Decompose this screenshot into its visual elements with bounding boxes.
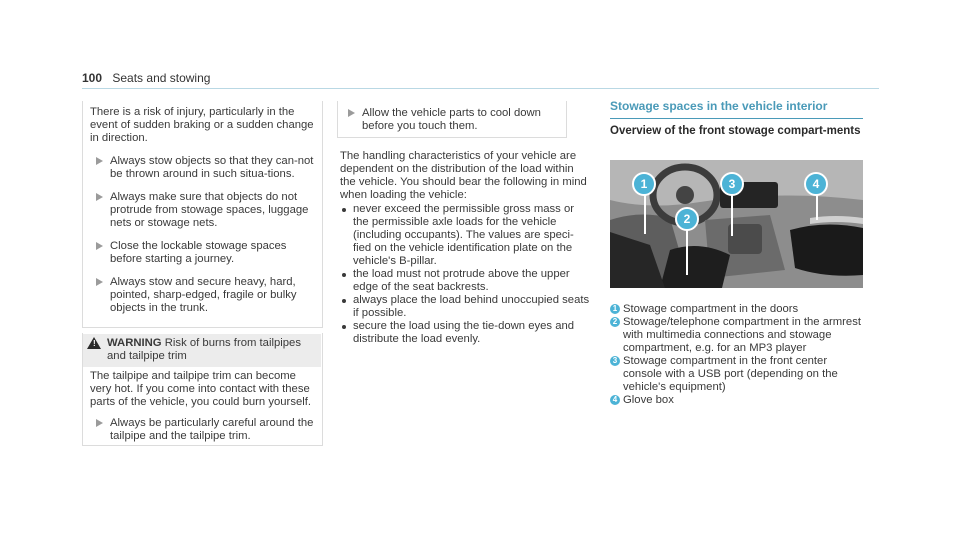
step-arrow-icon [96,278,103,286]
callout-badge: 2 [675,207,699,231]
legend-item: 2 Stowage/telephone compartment in the armrest with multimedia connections and stowage compartment, e.g. for an MP3 player [610,316,865,355]
header-section-title: Seats and stowing [112,71,211,85]
list-item: always place the load behind unoccupied seats if possible. [340,294,590,320]
step-item: Always stow and secure heavy, hard, pointed, sharp-edged, fragile or bulky objects in the trunk. [90,276,318,315]
list-item: the load must not protrude above the upper edge of the seat backrests. [340,268,590,294]
callout-leader-line [816,194,818,220]
subsection-title: Overview of the front stowage compart-ments [610,125,861,137]
section-rule [610,118,863,119]
step-item: Always stow objects so that they can-not be thrown around in such situa-tions. [90,155,318,181]
loading-paragraph: The handling characteristics of your vehicle are dependent on the distribution of the load within the vehicle. You should bear the following in mind when loading the vehicle: [340,150,587,201]
warning-triangle-icon: ! [87,337,101,349]
callout-badge: 4 [804,172,828,196]
section-title: Stowage spaces in the vehicle interior [610,99,828,113]
step-arrow-icon [348,109,355,117]
interior-photo [610,160,863,288]
step-arrow-icon [96,193,103,201]
photo-legend [610,303,865,407]
middle-column [340,150,590,346]
page-header [82,71,210,85]
middle-step [342,107,562,133]
legend-number-badge: 4 [610,395,620,405]
callout-leader-line [731,194,733,236]
callout-badge: 3 [720,172,744,196]
callout-badge: 1 [632,172,656,196]
warning-label: WARNING [107,337,162,349]
legend-number-badge: 2 [610,317,620,327]
page-number: 100 [82,71,103,85]
list-item: secure the load using the tie-down eyes and distribute the load evenly. [340,320,590,346]
header-rule [82,88,879,89]
warning-body: The tailpipe and tailpipe trim can become very hot. If you come into contact with these parts of the vehicle, you could burn yourself. [90,370,312,408]
intro-text: There is a risk of injury, particularly in the event of sudden braking or a sudden change in direction. [90,106,314,144]
list-item: never exceed the permissible gross mass or the permissible axle loads for the vehicle (including occupants). The values are speci-fied on the vehicle identification plate on the vehicle's B-pillar. [340,203,590,268]
legend-number-badge: 1 [610,304,620,314]
warning-block [83,334,321,443]
step-item: Close the lockable stowage spaces before starting a journey. [90,240,318,266]
loading-bullet-list [340,203,590,346]
left-column [90,106,318,315]
step-arrow-icon [96,419,103,427]
warning-header [83,334,321,367]
callout-leader-line [644,194,646,234]
legend-number-badge: 3 [610,356,620,366]
legend-item: 1 Stowage compartment in the doors [610,303,865,316]
warning-title: Risk of burns from tailpipes and tailpipe trim [107,337,301,362]
callout-leader-line [686,230,688,275]
step-item: Always make sure that objects do not protrude from stowage spaces, luggage nets or stowage nets. [90,191,318,230]
step-arrow-icon [96,157,103,165]
legend-item: 4 Glove box [610,394,865,407]
step-item: Allow the vehicle parts to cool down before you touch them. [342,107,562,133]
step-arrow-icon [96,242,103,250]
step-item: Always be particularly careful around the tailpipe and the tailpipe trim. [90,417,314,443]
legend-item: 3 Stowage compartment in the front center console with a USB port (depending on the vehicle's equipment) [610,355,865,394]
